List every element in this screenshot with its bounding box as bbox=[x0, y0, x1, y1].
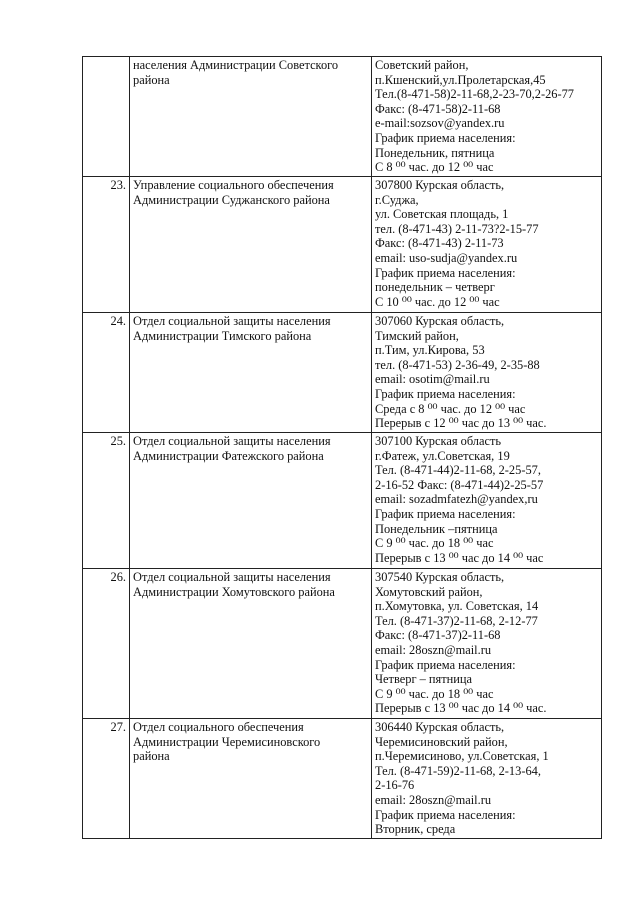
contact-line: Перерыв с 13 ⁰⁰ час до 14 ⁰⁰ час. bbox=[375, 701, 547, 716]
contact-line: г.Фатеж, ул.Советская, 19 bbox=[375, 448, 510, 463]
contact-line: п.Хомутовка, ул. Советская, 14 bbox=[375, 599, 539, 614]
contact-line: Тимский район, bbox=[375, 328, 459, 343]
table-row bbox=[83, 313, 602, 433]
organization-line: Администрации Суджанского района bbox=[133, 192, 330, 207]
contact-line: понедельник – четверг bbox=[375, 280, 495, 295]
contact-line: email: osotim@mail.ru bbox=[375, 372, 490, 387]
organization-cell bbox=[130, 313, 372, 433]
row-number: 27. bbox=[83, 719, 130, 839]
organization-cell bbox=[130, 569, 372, 719]
contact-line: Факс: (8-471-58)2-11-68 bbox=[375, 101, 501, 116]
organization-cell bbox=[130, 433, 372, 569]
contact-cell bbox=[372, 569, 602, 719]
organization-line: Отдел социальной защиты населения bbox=[133, 314, 331, 328]
organization-line: района bbox=[133, 72, 170, 87]
contact-line: График приема населения: bbox=[375, 807, 516, 822]
table-row bbox=[83, 569, 602, 719]
table-row bbox=[83, 433, 602, 569]
contact-line: С 8 ⁰⁰ час. до 12 ⁰⁰ час bbox=[375, 160, 494, 175]
contact-line: Среда с 8 ⁰⁰ час. до 12 ⁰⁰ час bbox=[375, 401, 526, 416]
contact-line: Вторник, среда bbox=[375, 822, 456, 837]
organization-line: Управление социального обеспечения bbox=[133, 178, 334, 192]
contact-line: Советский район, bbox=[375, 58, 469, 72]
contact-line: Понедельник –пятница bbox=[375, 521, 498, 536]
organization-line: Отдел социальной защиты населения bbox=[133, 570, 331, 584]
contact-line: Факс: (8-471-43) 2-11-73 bbox=[375, 236, 504, 251]
contact-line: С 10 ⁰⁰ час. до 12 ⁰⁰ час bbox=[375, 294, 500, 309]
contact-line: Тел. (8-471-37)2-11-68, 2-12-77 bbox=[375, 613, 538, 628]
contact-cell bbox=[372, 313, 602, 433]
contact-line: 2-16-52 Факс: (8-471-44)2-25-57 bbox=[375, 477, 544, 492]
contact-line: Тел.(8-471-58)2-11-68,2-23-70,2-26-77 bbox=[375, 87, 574, 102]
services-table bbox=[82, 56, 602, 839]
contact-line: График приема населения: bbox=[375, 506, 516, 521]
organization-line: Администрации Тимского района bbox=[133, 328, 312, 343]
contact-line: тел. (8-471-53) 2-36-49, 2-35-88 bbox=[375, 357, 540, 372]
contact-line: График приема населения: bbox=[375, 386, 516, 401]
contact-line: email: sozadmfatezh@yandex,ru bbox=[375, 492, 538, 507]
row-number: 23. bbox=[83, 177, 130, 313]
contact-line: e-mail:sozsov@yandex.ru bbox=[375, 116, 505, 131]
contact-line: email: uso-sudja@yandex.ru bbox=[375, 250, 518, 265]
contact-cell bbox=[372, 177, 602, 313]
organization-line: Отдел социальной защиты населения bbox=[133, 434, 331, 448]
organization-line: Отдел социального обеспечения bbox=[133, 720, 304, 734]
contact-line: 307800 Курская область, bbox=[375, 178, 505, 192]
contact-cell bbox=[372, 57, 602, 177]
services-table-body bbox=[83, 57, 602, 839]
contact-line: С 9 ⁰⁰ час. до 18 ⁰⁰ час bbox=[375, 536, 494, 551]
table-row bbox=[83, 177, 602, 313]
contact-line: Перерыв с 12 ⁰⁰ час до 13 ⁰⁰ час. bbox=[375, 416, 547, 431]
contact-line: 307540 Курская область, bbox=[375, 570, 505, 584]
row-number: 25. bbox=[83, 433, 130, 569]
contact-line: 307100 Курская область bbox=[375, 434, 502, 448]
organization-line: Администрации Хомутовского района bbox=[133, 584, 335, 599]
organization-cell bbox=[130, 57, 372, 177]
contact-line: Хомутовский район, bbox=[375, 584, 483, 599]
row-number: 26. bbox=[83, 569, 130, 719]
contact-line: тел. (8-471-43) 2-11-73?2-15-77 bbox=[375, 221, 539, 236]
contact-line: График приема населения: bbox=[375, 657, 516, 672]
contact-line: Перерыв с 13 ⁰⁰ час до 14 ⁰⁰ час bbox=[375, 550, 544, 565]
contact-line: Тел. (8-471-44)2-11-68, 2-25-57, bbox=[375, 463, 541, 478]
organization-line: населения Администрации Советского bbox=[133, 58, 339, 72]
table-row bbox=[83, 719, 602, 839]
contact-cell bbox=[372, 433, 602, 569]
organization-cell bbox=[130, 719, 372, 839]
contact-line: п.Кшенский,ул.Пролетарская,45 bbox=[375, 72, 546, 87]
contact-line: 306440 Курская область, bbox=[375, 720, 505, 734]
contact-line: Черемисиновский район, bbox=[375, 734, 508, 749]
contact-line: Четверг – пятница bbox=[375, 672, 473, 687]
contact-line: п.Черемисиново, ул.Советская, 1 bbox=[375, 749, 549, 764]
contact-line: email: 28oszn@mail.ru bbox=[375, 642, 492, 657]
table-row bbox=[83, 57, 602, 177]
contact-line: Тел. (8-471-59)2-11-68, 2-13-64, bbox=[375, 763, 541, 778]
organization-cell bbox=[130, 177, 372, 313]
contact-line: 2-16-76 bbox=[375, 778, 415, 793]
row-number bbox=[83, 57, 130, 177]
contact-line: ул. Советская площадь, 1 bbox=[375, 207, 509, 222]
contact-line: Факс: (8-471-37)2-11-68 bbox=[375, 628, 501, 643]
organization-line: Администрации Фатежского района bbox=[133, 448, 324, 463]
contact-line: п.Тим, ул.Кирова, 53 bbox=[375, 343, 485, 358]
contact-line: email: 28oszn@mail.ru bbox=[375, 792, 492, 807]
row-number: 24. bbox=[83, 313, 130, 433]
contact-line: 307060 Курская область, bbox=[375, 314, 505, 328]
contact-line: С 9 ⁰⁰ час. до 18 ⁰⁰ час bbox=[375, 686, 494, 701]
contact-cell bbox=[372, 719, 602, 839]
organization-line: Администрации Черемисиновского bbox=[133, 734, 321, 749]
contact-line: г.Суджа, bbox=[375, 192, 419, 207]
organization-line: района bbox=[133, 749, 170, 764]
contact-line: Понедельник, пятница bbox=[375, 145, 495, 160]
contact-line: График приема населения: bbox=[375, 130, 516, 145]
contact-line: График приема населения: bbox=[375, 265, 516, 280]
